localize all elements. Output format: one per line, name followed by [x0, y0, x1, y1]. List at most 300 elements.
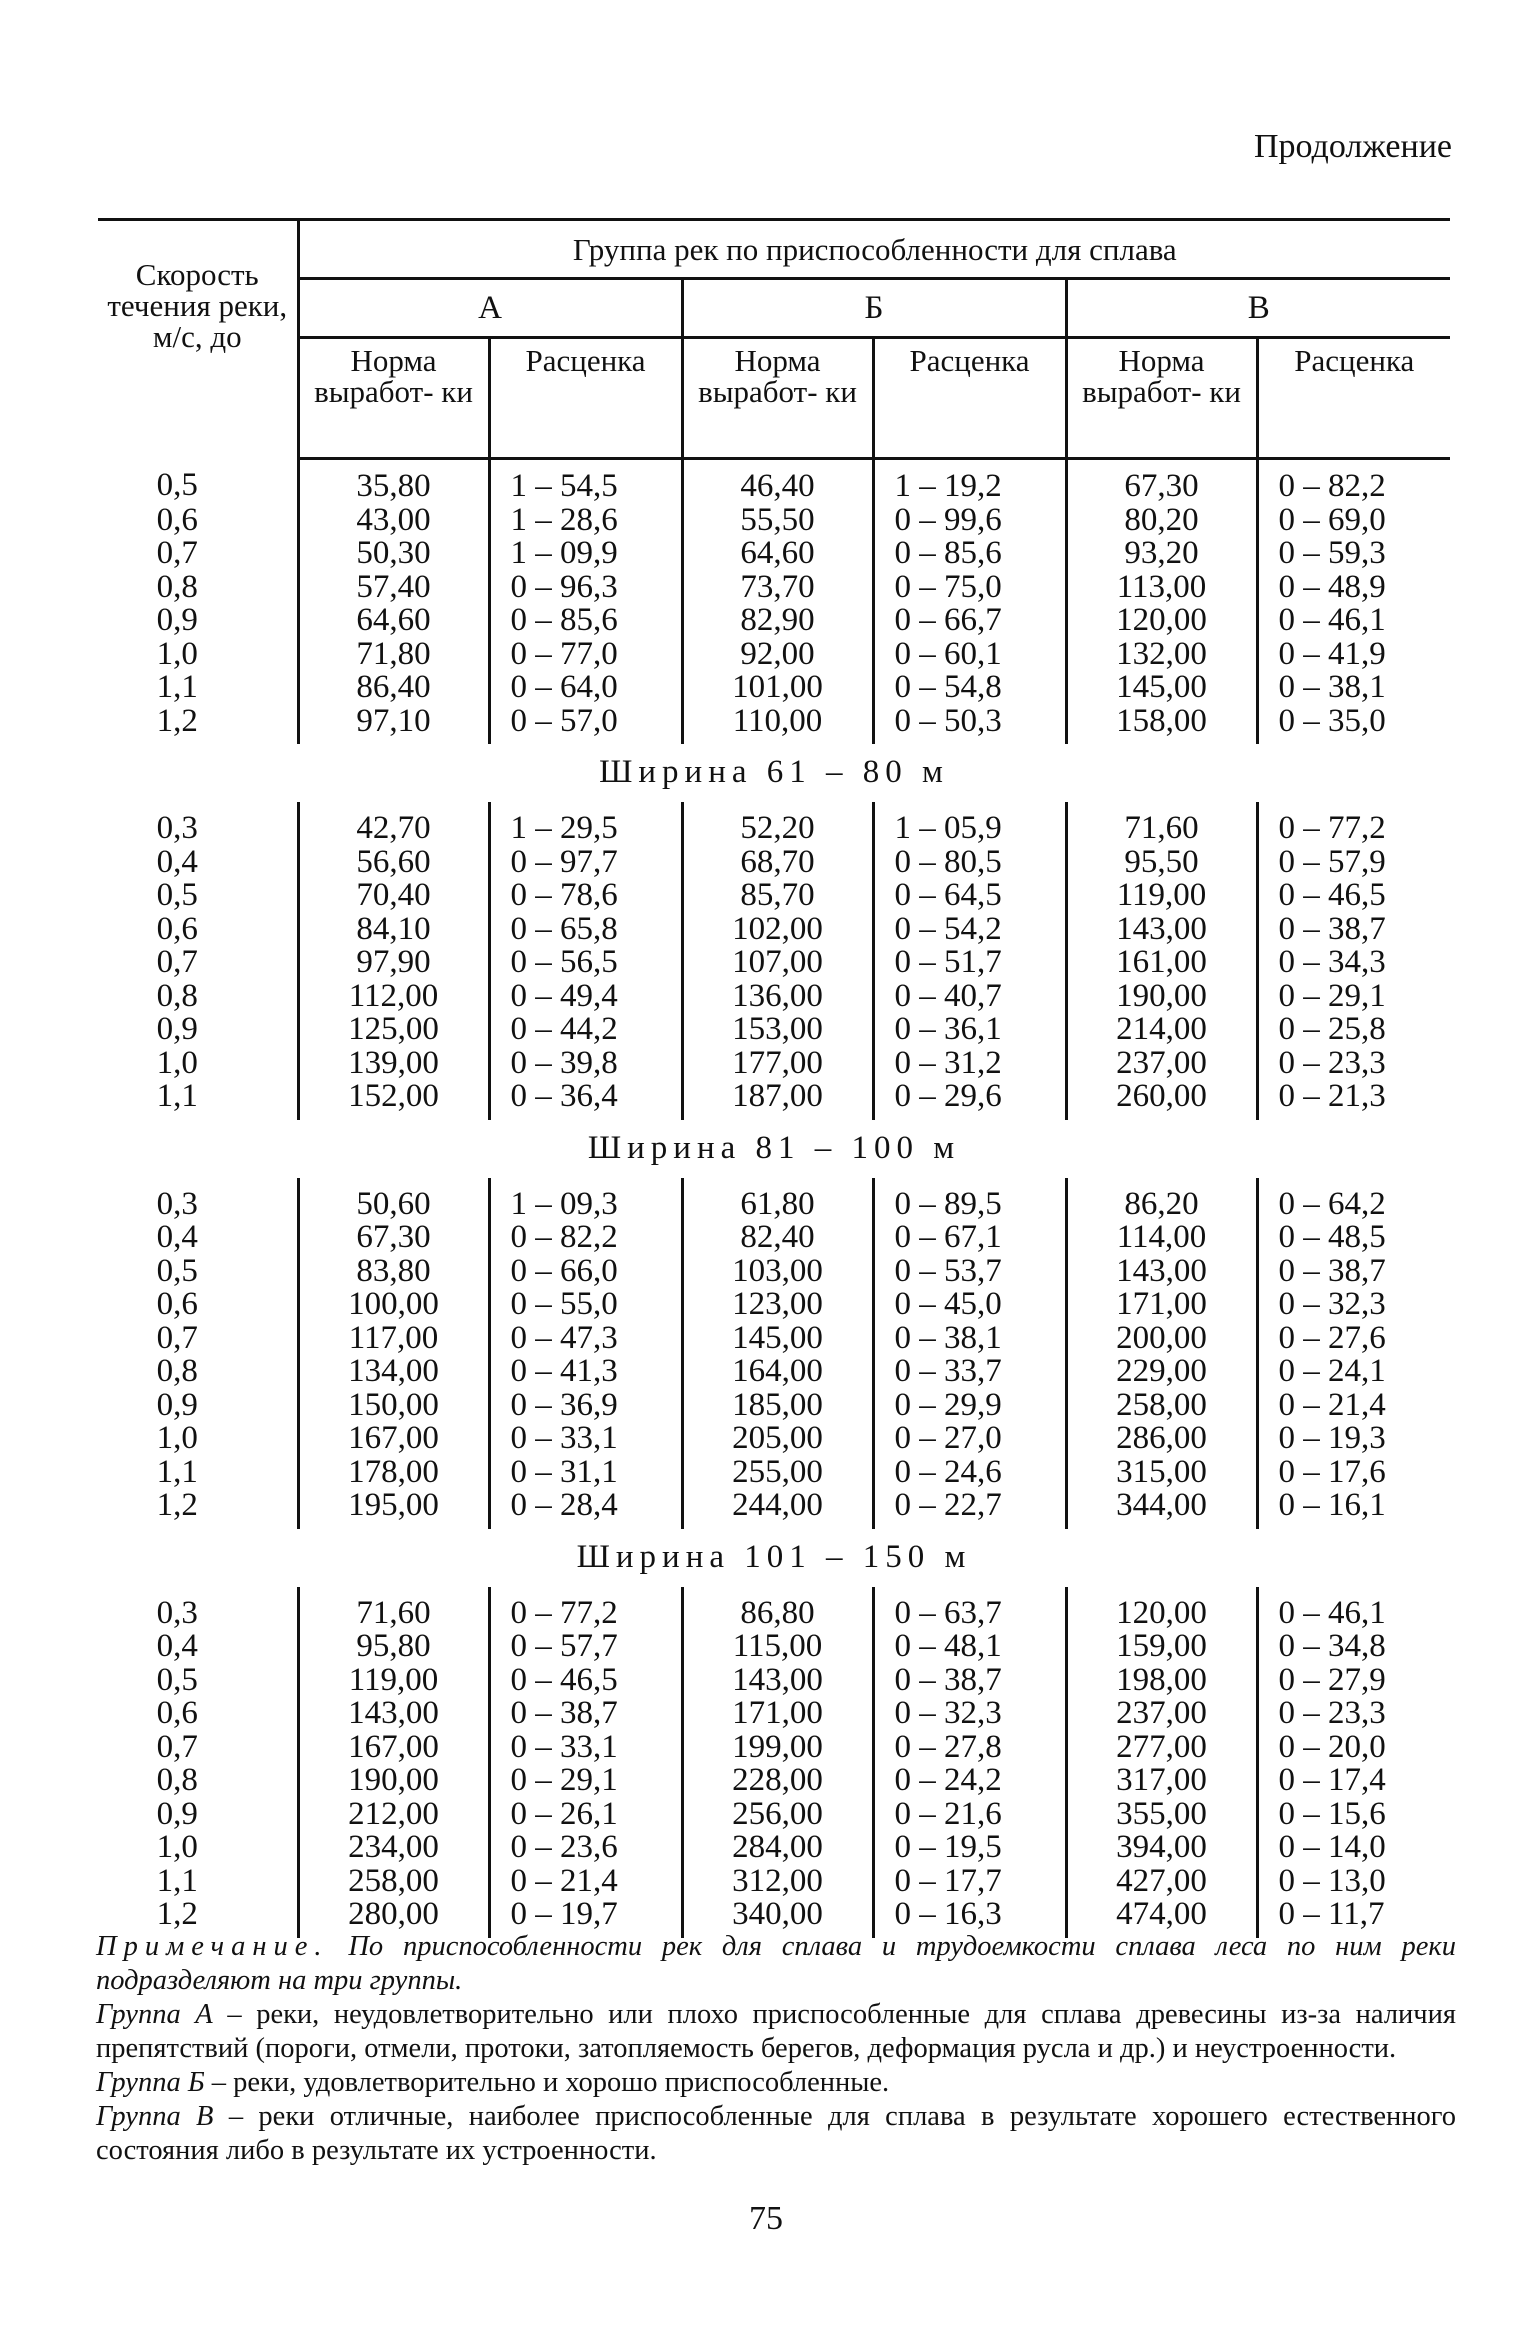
- norm-b-cell: 86,80: [682, 1587, 873, 1631]
- speed-cell: 0,9: [156, 602, 198, 638]
- table-row: [98, 1489, 1450, 1529]
- rate-v-cell: 0 – 15,6: [1257, 1798, 1450, 1832]
- rate-b-cell: 0 – 36,1: [873, 1013, 1066, 1047]
- rate-v-cell: 0 – 69,0: [1257, 504, 1450, 538]
- norm-v-cell: 190,00: [1066, 980, 1257, 1014]
- speed-cell: 0,4: [156, 1628, 198, 1664]
- rate-v-cell: 0 – 41,9: [1257, 638, 1450, 672]
- rate-a-cell: 0 – 33,1: [489, 1731, 682, 1765]
- norm-a-cell: 97,10: [298, 705, 489, 745]
- norm-b-cell: 199,00: [682, 1731, 873, 1765]
- continuation-label: Продолжение: [1253, 128, 1452, 165]
- table-row: [98, 571, 1450, 605]
- section-heading: Ширина 61 – 80 м: [599, 754, 949, 791]
- note: [96, 1930, 1456, 2168]
- group-v-header: В: [1066, 279, 1450, 338]
- speed-cell: 0,5: [156, 877, 198, 913]
- rate-a-cell: 0 – 23,6: [489, 1831, 682, 1865]
- norm-v-cell: 258,00: [1066, 1389, 1257, 1423]
- rate-a-cell: 0 – 46,5: [489, 1664, 682, 1698]
- rate-v-cell: 0 – 57,9: [1257, 846, 1450, 880]
- rate-b-cell: 0 – 24,2: [873, 1764, 1066, 1798]
- rate-v-cell: 0 – 38,7: [1257, 1255, 1450, 1289]
- norm-header-v: Норма выработ- ки: [1066, 338, 1257, 459]
- rate-v-cell: 0 – 82,2: [1257, 459, 1450, 504]
- norm-v-cell: 113,00: [1066, 571, 1257, 605]
- norm-v-cell: 95,50: [1066, 846, 1257, 880]
- speed-cell: 0,8: [156, 1762, 198, 1798]
- note-label: Примечание.: [96, 1931, 329, 1962]
- norm-a-cell: 83,80: [298, 1255, 489, 1289]
- norm-a-cell: 84,10: [298, 913, 489, 947]
- norm-v-cell: 427,00: [1066, 1865, 1257, 1899]
- rate-b-cell: 0 – 17,7: [873, 1865, 1066, 1899]
- norm-v-cell: 120,00: [1066, 604, 1257, 638]
- norm-header-a: Норма выработ- ки: [298, 338, 489, 459]
- rate-a-cell: 0 – 44,2: [489, 1013, 682, 1047]
- rate-b-cell: 0 – 63,7: [873, 1587, 1066, 1631]
- rate-v-cell: 0 – 17,6: [1257, 1456, 1450, 1490]
- rate-a-cell: 0 – 28,4: [489, 1489, 682, 1529]
- table-row: [98, 638, 1450, 672]
- norm-a-cell: 56,60: [298, 846, 489, 880]
- rate-b-cell: 0 – 32,3: [873, 1697, 1066, 1731]
- norm-b-cell: 153,00: [682, 1013, 873, 1047]
- norm-a-cell: 117,00: [298, 1322, 489, 1356]
- norm-b-cell: 123,00: [682, 1288, 873, 1322]
- norm-v-cell: 317,00: [1066, 1764, 1257, 1798]
- table-row: [98, 1047, 1450, 1081]
- rate-a-cell: 0 – 57,0: [489, 705, 682, 745]
- norm-v-cell: 229,00: [1066, 1355, 1257, 1389]
- norm-a-cell: 234,00: [298, 1831, 489, 1865]
- table-row: [98, 1764, 1450, 1798]
- rate-a-cell: 1 – 09,9: [489, 537, 682, 571]
- speed-cell: 0,7: [156, 535, 198, 571]
- norm-a-cell: 112,00: [298, 980, 489, 1014]
- rate-a-cell: 0 – 31,1: [489, 1456, 682, 1490]
- rate-v-cell: 0 – 29,1: [1257, 980, 1450, 1014]
- rate-b-cell: 0 – 75,0: [873, 571, 1066, 605]
- rate-b-cell: 0 – 60,1: [873, 638, 1066, 672]
- rate-b-cell: 0 – 64,5: [873, 879, 1066, 913]
- rate-b-cell: 0 – 31,2: [873, 1047, 1066, 1081]
- speed-cell: 0,3: [156, 1185, 198, 1222]
- norm-a-cell: 50,60: [298, 1178, 489, 1222]
- rate-v-cell: 0 – 11,7: [1257, 1898, 1450, 1938]
- norm-a-cell: 71,80: [298, 638, 489, 672]
- norm-b-cell: 101,00: [682, 671, 873, 705]
- section-heading-row: [98, 1529, 1450, 1587]
- table-row: [98, 1422, 1450, 1456]
- norm-a-cell: 50,30: [298, 537, 489, 571]
- table-row: [98, 980, 1450, 1014]
- rate-b-cell: 0 – 66,7: [873, 604, 1066, 638]
- norm-v-cell: 86,20: [1066, 1178, 1257, 1222]
- norm-v-cell: 67,30: [1066, 459, 1257, 504]
- rate-b-cell: 0 – 53,7: [873, 1255, 1066, 1289]
- rate-a-cell: 0 – 26,1: [489, 1798, 682, 1832]
- rate-b-cell: 0 – 67,1: [873, 1221, 1066, 1255]
- rate-a-cell: 0 – 19,7: [489, 1898, 682, 1938]
- norm-a-cell: 152,00: [298, 1080, 489, 1120]
- rate-v-cell: 0 – 32,3: [1257, 1288, 1450, 1322]
- section-heading-row: [98, 744, 1450, 802]
- speed-cell: 0,9: [156, 1386, 198, 1423]
- norm-a-cell: 67,30: [298, 1221, 489, 1255]
- rate-v-cell: 0 – 23,3: [1257, 1047, 1450, 1081]
- table-row: [98, 537, 1450, 571]
- norm-b-cell: 136,00: [682, 980, 873, 1014]
- rate-a-cell: 0 – 36,4: [489, 1080, 682, 1120]
- norm-b-cell: 143,00: [682, 1664, 873, 1698]
- norm-v-cell: 132,00: [1066, 638, 1257, 672]
- norm-b-cell: 103,00: [682, 1255, 873, 1289]
- rate-a-cell: 0 – 77,2: [489, 1587, 682, 1631]
- speed-cell: 1,1: [156, 669, 198, 705]
- group-v-text: – реки отличные, наиболее приспособленные для сплава в результате хорошего естественного состояния либо в результате их устроенности.: [96, 2101, 1457, 2166]
- norm-v-cell: 355,00: [1066, 1798, 1257, 1832]
- norm-b-cell: 145,00: [682, 1322, 873, 1356]
- speed-cell: 0,8: [156, 1353, 198, 1389]
- rate-b-cell: 0 – 40,7: [873, 980, 1066, 1014]
- rate-b-cell: 0 – 38,7: [873, 1664, 1066, 1698]
- rate-b-cell: 0 – 27,8: [873, 1731, 1066, 1765]
- group-a-header: А: [298, 279, 682, 338]
- table-row: [98, 1389, 1450, 1423]
- rate-b-cell: 0 – 38,1: [873, 1322, 1066, 1356]
- norm-a-cell: 195,00: [298, 1489, 489, 1529]
- rate-a-cell: 0 – 65,8: [489, 913, 682, 947]
- speed-cell: 0,5: [156, 1252, 198, 1289]
- rate-b-cell: 1 – 19,2: [873, 459, 1066, 504]
- norm-a-cell: 280,00: [298, 1898, 489, 1938]
- section-heading: Ширина 81 – 100 м: [587, 1129, 961, 1166]
- table-row: [98, 802, 1450, 846]
- rate-v-cell: 0 – 25,8: [1257, 1013, 1450, 1047]
- speed-cell: 1,2: [156, 1896, 198, 1932]
- group-b-text: – реки, удовлетворительно и хорошо приспособленные.: [211, 2067, 890, 2098]
- rate-b-cell: 0 – 45,0: [873, 1288, 1066, 1322]
- rate-header-b: Расценка: [873, 338, 1066, 459]
- rate-b-cell: 0 – 54,8: [873, 671, 1066, 705]
- norm-b-cell: 68,70: [682, 846, 873, 880]
- norm-a-cell: 97,90: [298, 946, 489, 980]
- table-row: [98, 1697, 1450, 1731]
- rate-v-cell: 0 – 19,3: [1257, 1422, 1450, 1456]
- norm-v-cell: 119,00: [1066, 879, 1257, 913]
- speed-cell: 0,7: [156, 944, 198, 980]
- page-number: 75: [749, 2200, 783, 2237]
- norm-header-b: Норма выработ- ки: [682, 338, 873, 459]
- norms-table: [98, 218, 1450, 1938]
- table-row: [98, 1221, 1450, 1255]
- table-row: [98, 604, 1450, 638]
- norm-v-cell: 161,00: [1066, 946, 1257, 980]
- rate-a-cell: 0 – 96,3: [489, 571, 682, 605]
- rate-a-cell: 0 – 78,6: [489, 879, 682, 913]
- norm-b-cell: 284,00: [682, 1831, 873, 1865]
- rate-b-cell: 0 – 19,5: [873, 1831, 1066, 1865]
- norm-b-cell: 228,00: [682, 1764, 873, 1798]
- table-row: [98, 671, 1450, 705]
- rate-v-cell: 0 – 34,8: [1257, 1630, 1450, 1664]
- rate-v-cell: 0 – 17,4: [1257, 1764, 1450, 1798]
- rate-v-cell: 0 – 21,4: [1257, 1389, 1450, 1423]
- rate-b-cell: 0 – 29,9: [873, 1389, 1066, 1423]
- rate-a-cell: 0 – 39,8: [489, 1047, 682, 1081]
- table-body: [98, 459, 1450, 1938]
- rate-a-cell: 0 – 55,0: [489, 1288, 682, 1322]
- norm-a-cell: 95,80: [298, 1630, 489, 1664]
- norm-a-cell: 190,00: [298, 1764, 489, 1798]
- table-row: [98, 1831, 1450, 1865]
- norm-a-cell: 125,00: [298, 1013, 489, 1047]
- rate-b-cell: 0 – 85,6: [873, 537, 1066, 571]
- speed-cell: 0,4: [156, 843, 198, 880]
- speed-cell: 0,3: [156, 1594, 198, 1631]
- speed-cell: 0,6: [156, 910, 198, 947]
- norm-a-cell: 70,40: [298, 879, 489, 913]
- table-row: [98, 1731, 1450, 1765]
- rate-a-cell: 0 – 36,9: [489, 1389, 682, 1423]
- rate-a-cell: 0 – 97,7: [489, 846, 682, 880]
- rate-v-cell: 0 – 35,0: [1257, 705, 1450, 745]
- speed-cell: 0,3: [156, 810, 198, 846]
- speed-cell: 1,0: [156, 1829, 198, 1865]
- rate-b-cell: 0 – 54,2: [873, 913, 1066, 947]
- group-header: Группа рек по приспособленности для сплава: [298, 220, 1450, 279]
- norm-v-cell: 394,00: [1066, 1831, 1257, 1865]
- rate-a-cell: 0 – 38,7: [489, 1697, 682, 1731]
- rate-b-cell: 0 – 33,7: [873, 1355, 1066, 1389]
- rate-a-cell: 0 – 85,6: [489, 604, 682, 638]
- norm-v-cell: 80,20: [1066, 504, 1257, 538]
- norm-b-cell: 55,50: [682, 504, 873, 538]
- speed-cell: 1,1: [156, 1862, 198, 1899]
- norm-v-cell: 286,00: [1066, 1422, 1257, 1456]
- norm-b-cell: 185,00: [682, 1389, 873, 1423]
- rate-b-cell: 0 – 99,6: [873, 504, 1066, 538]
- norm-a-cell: 57,40: [298, 571, 489, 605]
- speed-cell: 0,6: [156, 1286, 198, 1322]
- norm-a-cell: 150,00: [298, 1389, 489, 1423]
- rate-b-cell: 0 – 51,7: [873, 946, 1066, 980]
- norm-b-cell: 85,70: [682, 879, 873, 913]
- table-row: [98, 1664, 1450, 1698]
- norm-b-cell: 46,40: [682, 459, 873, 504]
- norm-b-cell: 244,00: [682, 1489, 873, 1529]
- table-row: [98, 1013, 1450, 1047]
- rate-v-cell: 0 – 48,9: [1257, 571, 1450, 605]
- norm-a-cell: 86,40: [298, 671, 489, 705]
- norm-a-cell: 139,00: [298, 1047, 489, 1081]
- table-row: [98, 1587, 1450, 1631]
- speed-cell: 0,4: [156, 1219, 198, 1255]
- norm-v-cell: 93,20: [1066, 537, 1257, 571]
- norm-v-cell: 260,00: [1066, 1080, 1257, 1120]
- speed-cell: 0,8: [156, 977, 198, 1014]
- norm-v-cell: 200,00: [1066, 1322, 1257, 1356]
- rate-a-cell: 0 – 29,1: [489, 1764, 682, 1798]
- speed-cell: 1,2: [156, 1487, 198, 1523]
- norm-v-cell: 71,60: [1066, 802, 1257, 846]
- rate-v-cell: 0 – 59,3: [1257, 537, 1450, 571]
- norm-b-cell: 205,00: [682, 1422, 873, 1456]
- rate-v-cell: 0 – 77,2: [1257, 802, 1450, 846]
- table-row: [98, 1178, 1450, 1222]
- speed-cell: 0,5: [156, 1661, 198, 1698]
- norm-v-cell: 120,00: [1066, 1587, 1257, 1631]
- rate-a-cell: 0 – 77,0: [489, 638, 682, 672]
- rate-header-v: Расценка: [1257, 338, 1450, 459]
- table-row: [98, 1080, 1450, 1120]
- table-row: [98, 1255, 1450, 1289]
- norm-a-cell: 43,00: [298, 504, 489, 538]
- rate-v-cell: 0 – 64,2: [1257, 1178, 1450, 1222]
- norm-v-cell: 237,00: [1066, 1697, 1257, 1731]
- norm-b-cell: 115,00: [682, 1630, 873, 1664]
- norm-b-cell: 92,00: [682, 638, 873, 672]
- speed-cell: 0,6: [156, 1695, 198, 1731]
- table-row: [98, 1798, 1450, 1832]
- norm-v-cell: 277,00: [1066, 1731, 1257, 1765]
- norm-v-cell: 237,00: [1066, 1047, 1257, 1081]
- table-row: [98, 913, 1450, 947]
- rate-b-cell: 0 – 22,7: [873, 1489, 1066, 1529]
- speed-cell: 1,0: [156, 1420, 198, 1456]
- note-intro: По приспособленности рек для сплава и трудоемкости сплава леса по ним реки подразделяют на три группы.: [96, 1931, 1457, 1996]
- rate-a-cell: 1 – 54,5: [489, 459, 682, 504]
- norm-v-cell: 474,00: [1066, 1898, 1257, 1938]
- table-row: [98, 1456, 1450, 1490]
- rate-a-cell: 0 – 41,3: [489, 1355, 682, 1389]
- norm-b-cell: 110,00: [682, 705, 873, 745]
- norm-a-cell: 119,00: [298, 1664, 489, 1698]
- rate-a-cell: 0 – 21,4: [489, 1865, 682, 1899]
- speed-cell: 0,5: [156, 467, 198, 504]
- norm-v-cell: 214,00: [1066, 1013, 1257, 1047]
- norm-b-cell: 255,00: [682, 1456, 873, 1490]
- table-row: [98, 1288, 1450, 1322]
- rate-v-cell: 0 – 27,6: [1257, 1322, 1450, 1356]
- rate-v-cell: 0 – 38,1: [1257, 671, 1450, 705]
- norm-b-cell: 102,00: [682, 913, 873, 947]
- norm-v-cell: 344,00: [1066, 1489, 1257, 1529]
- rate-v-cell: 0 – 24,1: [1257, 1355, 1450, 1389]
- norm-v-cell: 145,00: [1066, 671, 1257, 705]
- rate-v-cell: 0 – 48,5: [1257, 1221, 1450, 1255]
- table-row: [98, 1630, 1450, 1664]
- norm-a-cell: 64,60: [298, 604, 489, 638]
- rate-v-cell: 0 – 16,1: [1257, 1489, 1450, 1529]
- table-row: [98, 1322, 1450, 1356]
- norm-b-cell: 82,90: [682, 604, 873, 638]
- rate-b-cell: 0 – 50,3: [873, 705, 1066, 745]
- table-row: [98, 846, 1450, 880]
- rate-b-cell: 0 – 27,0: [873, 1422, 1066, 1456]
- norm-v-cell: 143,00: [1066, 913, 1257, 947]
- norm-v-cell: 114,00: [1066, 1221, 1257, 1255]
- speed-cell: 0,9: [156, 1795, 198, 1832]
- rate-v-cell: 0 – 27,9: [1257, 1664, 1450, 1698]
- norm-b-cell: 256,00: [682, 1798, 873, 1832]
- table-row: [98, 459, 1450, 504]
- norm-a-cell: 143,00: [298, 1697, 489, 1731]
- speed-header: Скорость течения реки, м/с, до: [98, 220, 298, 459]
- speed-cell: 0,6: [156, 501, 198, 538]
- section-heading-row: [98, 1120, 1450, 1178]
- table-row: [98, 946, 1450, 980]
- norm-a-cell: 35,80: [298, 459, 489, 504]
- rate-a-cell: 0 – 47,3: [489, 1322, 682, 1356]
- norm-a-cell: 134,00: [298, 1355, 489, 1389]
- rate-b-cell: 0 – 48,1: [873, 1630, 1066, 1664]
- rate-a-cell: 1 – 28,6: [489, 504, 682, 538]
- norm-b-cell: 187,00: [682, 1080, 873, 1120]
- speed-cell: 0,8: [156, 568, 198, 605]
- norm-b-cell: 312,00: [682, 1865, 873, 1899]
- rate-v-cell: 0 – 34,3: [1257, 946, 1450, 980]
- speed-cell: 0,7: [156, 1728, 198, 1765]
- rate-v-cell: 0 – 46,1: [1257, 604, 1450, 638]
- rate-b-cell: 0 – 24,6: [873, 1456, 1066, 1490]
- group-a-label: Группа А: [96, 1999, 213, 2030]
- rate-b-cell: 1 – 05,9: [873, 802, 1066, 846]
- norm-b-cell: 82,40: [682, 1221, 873, 1255]
- rate-a-cell: 0 – 82,2: [489, 1221, 682, 1255]
- table-row: [98, 1355, 1450, 1389]
- norm-a-cell: 167,00: [298, 1422, 489, 1456]
- rate-a-cell: 0 – 57,7: [489, 1630, 682, 1664]
- rate-b-cell: 0 – 89,5: [873, 1178, 1066, 1222]
- norm-v-cell: 198,00: [1066, 1664, 1257, 1698]
- norm-b-cell: 61,80: [682, 1178, 873, 1222]
- norm-a-cell: 212,00: [298, 1798, 489, 1832]
- norm-b-cell: 177,00: [682, 1047, 873, 1081]
- rate-b-cell: 0 – 21,6: [873, 1798, 1066, 1832]
- rate-b-cell: 0 – 80,5: [873, 846, 1066, 880]
- rate-a-cell: 0 – 33,1: [489, 1422, 682, 1456]
- group-a-text: – реки, неудовлетворительно или плохо приспособленные для сплава древесины из-за наличия препятствий (пороги, отмели, протоки, затопляемость берегов, деформация русла и др.) и неустроенности.: [96, 1999, 1456, 2064]
- speed-cell: 1,2: [156, 702, 198, 739]
- group-b-header: Б: [682, 279, 1066, 338]
- speed-cell: 1,0: [156, 635, 198, 672]
- rate-a-cell: 0 – 56,5: [489, 946, 682, 980]
- rate-b-cell: 0 – 16,3: [873, 1898, 1066, 1938]
- table-row: [98, 705, 1450, 745]
- norm-a-cell: 71,60: [298, 1587, 489, 1631]
- rate-a-cell: 0 – 49,4: [489, 980, 682, 1014]
- rate-v-cell: 0 – 14,0: [1257, 1831, 1450, 1865]
- table-row: [98, 879, 1450, 913]
- rate-v-cell: 0 – 23,3: [1257, 1697, 1450, 1731]
- rate-a-cell: 0 – 64,0: [489, 671, 682, 705]
- group-v-label: Группа В: [96, 2101, 214, 2132]
- norm-b-cell: 73,70: [682, 571, 873, 605]
- table-row: [98, 1865, 1450, 1899]
- norm-a-cell: 167,00: [298, 1731, 489, 1765]
- norm-b-cell: 64,60: [682, 537, 873, 571]
- norm-a-cell: 100,00: [298, 1288, 489, 1322]
- speed-cell: 0,7: [156, 1319, 198, 1356]
- rate-v-cell: 0 – 46,1: [1257, 1587, 1450, 1631]
- rate-v-cell: 0 – 46,5: [1257, 879, 1450, 913]
- norm-b-cell: 107,00: [682, 946, 873, 980]
- speed-cell: 1,0: [156, 1044, 198, 1081]
- rate-header-a: Расценка: [489, 338, 682, 459]
- rate-v-cell: 0 – 38,7: [1257, 913, 1450, 947]
